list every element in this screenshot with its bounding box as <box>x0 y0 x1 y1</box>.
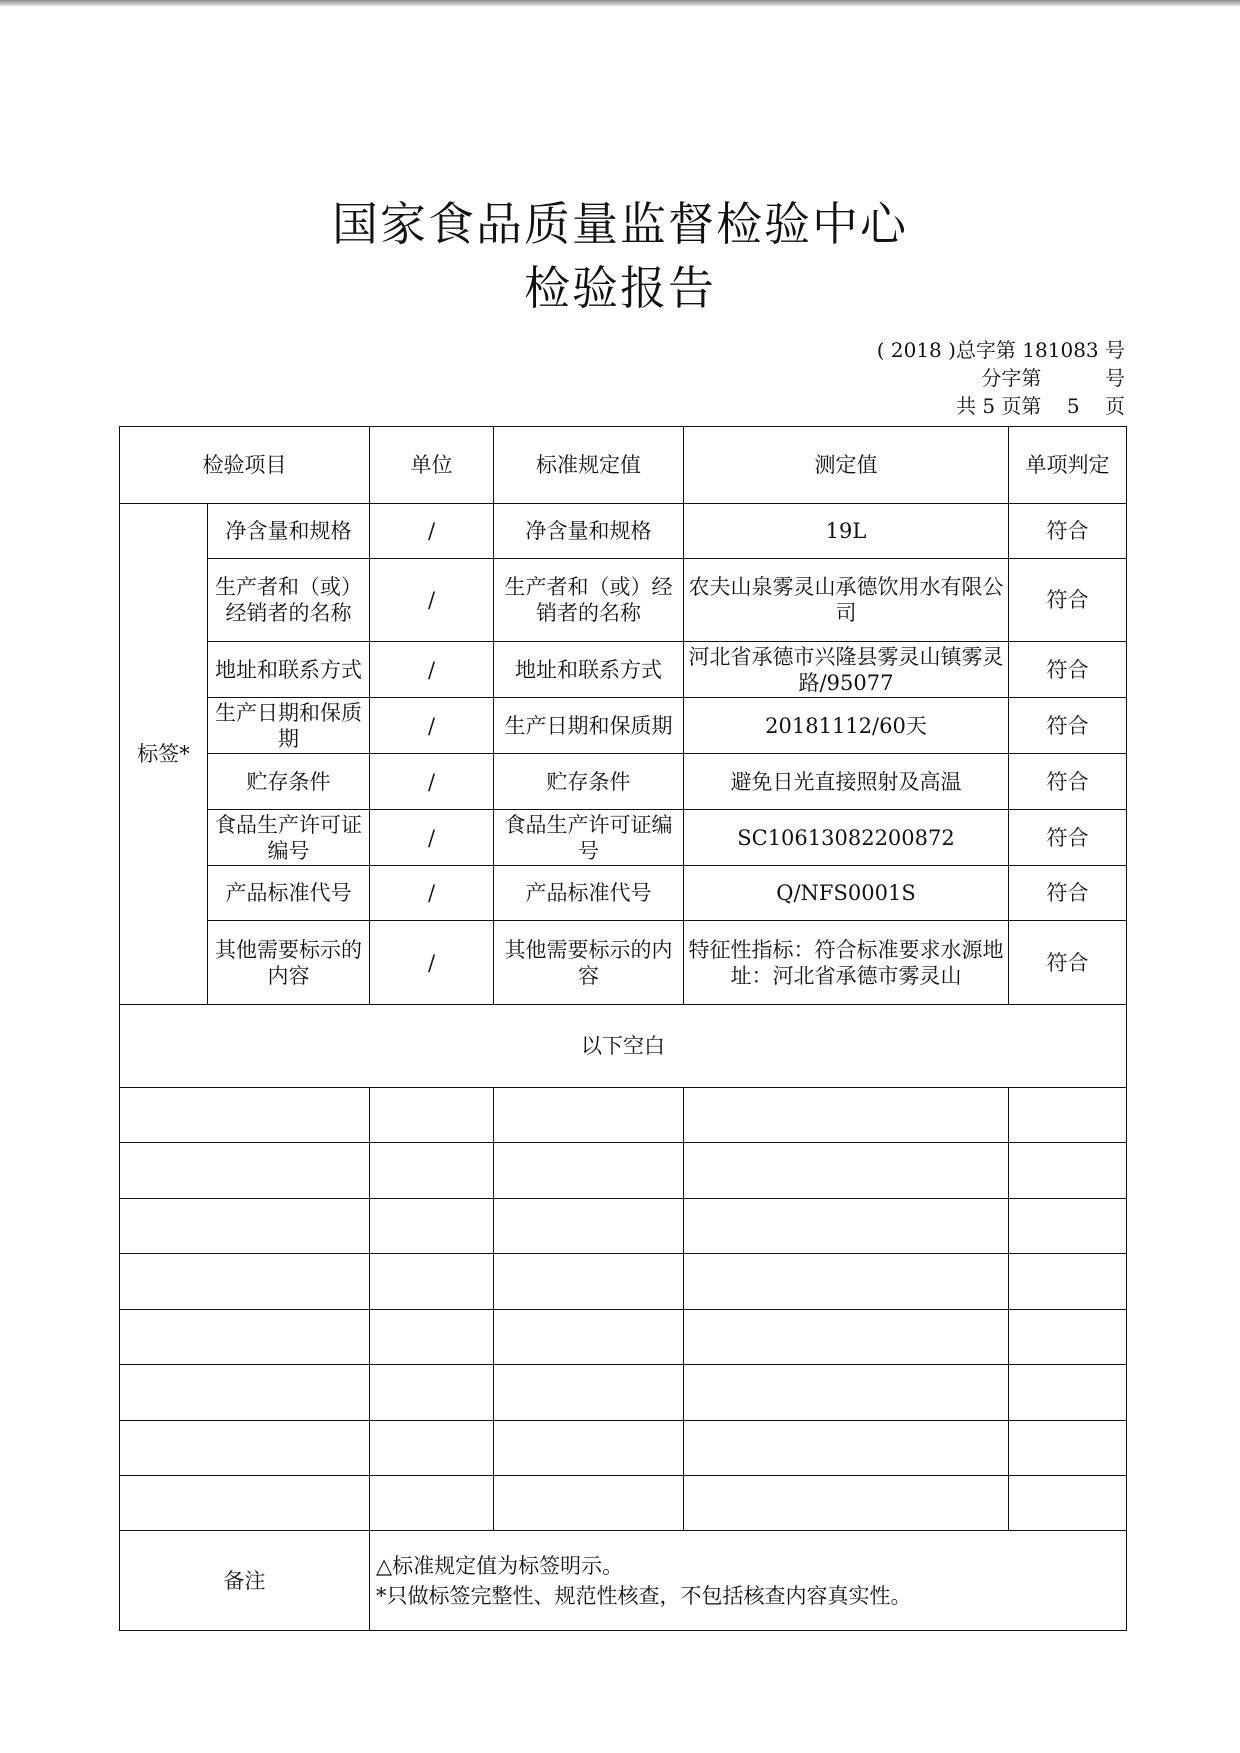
scan-edge <box>0 0 1240 6</box>
table-row <box>120 642 1127 698</box>
empty-row <box>120 1254 1127 1310</box>
empty-row <box>120 1365 1127 1421</box>
table-row <box>120 921 1127 1005</box>
item-cell: 生产者和（或）经销者的名称 <box>208 559 370 642</box>
empty-row <box>120 1310 1127 1365</box>
item-cell: 地址和联系方式 <box>208 642 370 698</box>
standard-cell: 生产者和（或）经销者的名称 <box>494 559 684 642</box>
result-cell: 符合 <box>1009 866 1127 921</box>
item-cell: 其他需要标示的内容 <box>208 921 370 1005</box>
blank-note: 以下空白 <box>120 1005 1127 1088</box>
page-info: 共 5 页第 5 页 <box>955 394 1125 418</box>
unit-cell: / <box>370 754 494 810</box>
result-cell: 符合 <box>1009 698 1127 754</box>
report-number: ( 2018 )总字第 181083 号 <box>876 338 1125 362</box>
unit-cell: / <box>370 810 494 866</box>
table-row <box>120 698 1127 754</box>
item-cell: 食品生产许可证编号 <box>208 810 370 866</box>
empty-row <box>120 1088 1127 1143</box>
empty-row <box>120 1421 1127 1476</box>
unit-cell: / <box>370 866 494 921</box>
standard-cell: 其他需要标示的内容 <box>494 921 684 1005</box>
center-title: 国家食品质量监督检验中心 <box>332 197 908 251</box>
result-cell: 符合 <box>1009 642 1127 698</box>
blank-note-row <box>120 1005 1127 1088</box>
standard-cell: 净含量和规格 <box>494 504 684 559</box>
measured-cell: SC10613082200872 <box>684 810 1009 866</box>
col-header-result: 单项判定 <box>1009 427 1127 504</box>
unit-cell: / <box>370 698 494 754</box>
empty-row <box>120 1143 1127 1199</box>
remarks-label: 备注 <box>120 1531 370 1631</box>
standard-cell: 生产日期和保质期 <box>494 698 684 754</box>
standard-cell: 食品生产许可证编号 <box>494 810 684 866</box>
standard-cell: 产品标准代号 <box>494 866 684 921</box>
measured-cell: 农夫山泉雾灵山承德饮用水有限公司 <box>684 559 1009 642</box>
col-header-standard: 标准规定值 <box>494 427 684 504</box>
item-cell: 生产日期和保质期 <box>208 698 370 754</box>
remarks-content <box>370 1531 1127 1631</box>
table-row <box>120 810 1127 866</box>
item-cell: 产品标准代号 <box>208 866 370 921</box>
item-cell: 净含量和规格 <box>208 504 370 559</box>
result-cell: 符合 <box>1009 921 1127 1005</box>
unit-cell: / <box>370 642 494 698</box>
standard-cell: 贮存条件 <box>494 754 684 810</box>
result-cell: 符合 <box>1009 810 1127 866</box>
result-cell: 符合 <box>1009 559 1127 642</box>
table-row <box>120 559 1127 642</box>
report-title: 检验报告 <box>524 261 716 315</box>
unit-cell: / <box>370 559 494 642</box>
empty-row <box>120 1199 1127 1254</box>
result-cell: 符合 <box>1009 504 1127 559</box>
inspection-table <box>119 426 1127 1631</box>
col-header-measured: 测定值 <box>684 427 1009 504</box>
table-row <box>120 754 1127 810</box>
col-header-unit: 单位 <box>370 427 494 504</box>
remark-line: *只做标签完整性、规范性核查，不包括核查内容真实性。 <box>376 1583 912 1608</box>
measured-cell: Q/NFS0001S <box>684 866 1009 921</box>
table-header-row <box>120 427 1127 504</box>
measured-cell: 避免日光直接照射及高温 <box>684 754 1009 810</box>
remarks-row <box>120 1531 1127 1631</box>
measured-cell: 河北省承德市兴隆县雾灵山镇雾灵路/95077 <box>684 642 1009 698</box>
unit-cell: / <box>370 921 494 1005</box>
table-row <box>120 504 1127 559</box>
table-row <box>120 866 1127 921</box>
empty-row <box>120 1476 1127 1531</box>
result-cell: 符合 <box>1009 754 1127 810</box>
measured-cell: 特征性指标：符合标准要求水源地址：河北省承德市雾灵山 <box>684 921 1009 1005</box>
item-cell: 贮存条件 <box>208 754 370 810</box>
measured-cell: 19L <box>684 504 1009 559</box>
sub-number: 分字第 号 <box>981 366 1125 390</box>
unit-cell: / <box>370 504 494 559</box>
col-header-item: 检验项目 <box>120 427 370 504</box>
standard-cell: 地址和联系方式 <box>494 642 684 698</box>
measured-cell: 20181112/60天 <box>684 698 1009 754</box>
group-label-cell: 标签* <box>120 504 208 1005</box>
remark-line: △标准规定值为标签明示。 <box>376 1553 624 1578</box>
